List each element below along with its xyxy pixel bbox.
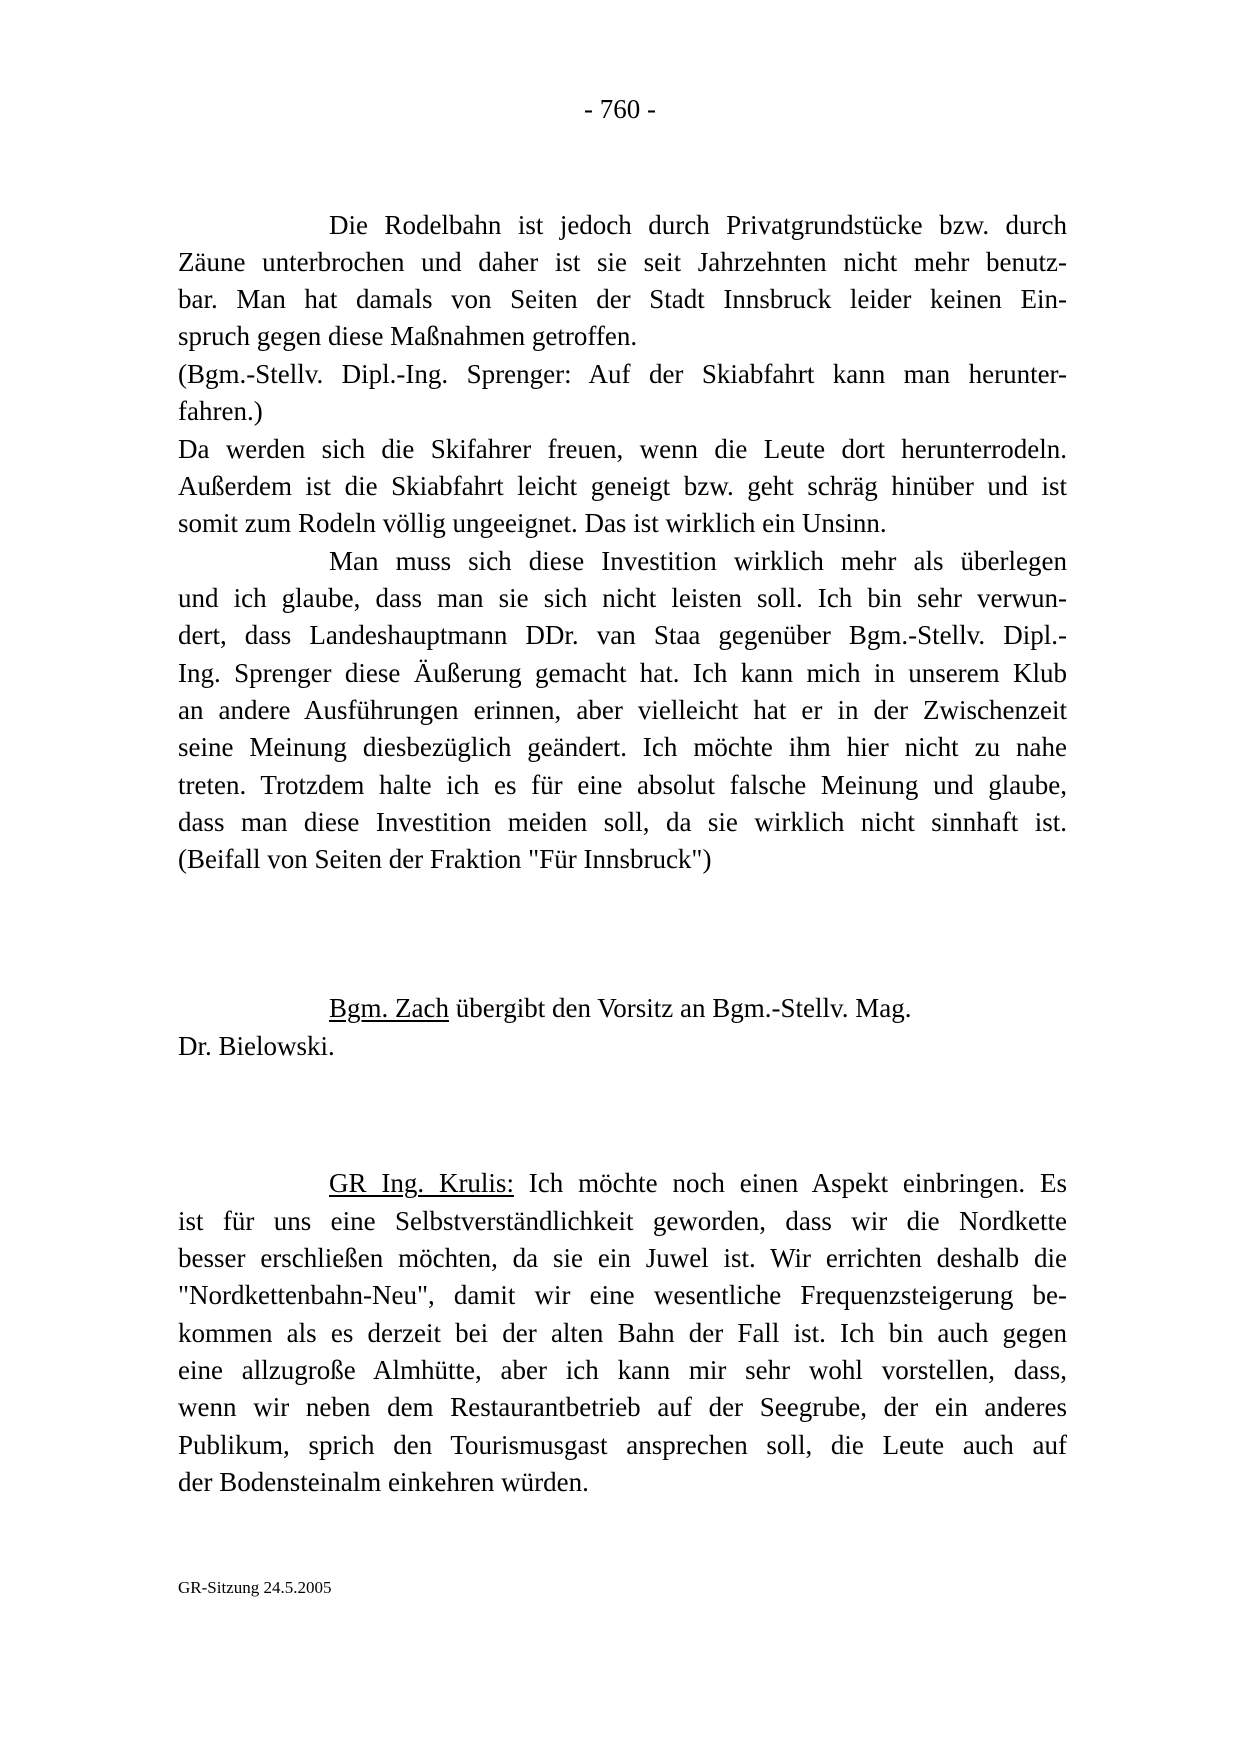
text-line: Man muss sich diese Investition wirklich mehr als überlegen (329, 546, 1067, 576)
text-line: Außerdem ist die Skiabfahrt leicht geneigt bzw. geht schräg hinüber und ist (178, 471, 1067, 501)
text-line: seine Meinung diesbezüglich geändert. Ich möchte ihm hier nicht zu nahe (178, 732, 1067, 762)
speaker-name: GR Ing. Krulis: (329, 1168, 514, 1198)
text-line: spruch gegen diese Maßnahmen getroffen. (178, 321, 638, 351)
text-line: dass man diese Investition meiden soll, da sie wirklich nicht sinnhaft ist. (178, 807, 1067, 837)
text-line: treten. Trotzdem halte ich es für eine absolut falsche Meinung und glaube, (178, 770, 1067, 800)
speaker-text: Ich möchte noch einen Aspekt einbringen. Es (513, 1168, 1067, 1198)
speaker-line (329, 1164, 1067, 1202)
applause-note: (Beifall von Seiten der Fraktion "Für Innsbruck") (178, 844, 712, 874)
interjection-line: fahren.) (178, 396, 263, 426)
text-line: Da werden sich die Skifahrer freuen, wenn die Leute dort herunterrodeln. (178, 434, 1067, 464)
interjection-line: (Bgm.-Stellv. Dipl.-Ing. Sprenger: Auf der Skiabfahrt kann man herunter- (178, 359, 1067, 389)
text-line: Zäune unterbrochen und daher ist sie seit Jahrzehnten nicht mehr benutz- (178, 247, 1067, 277)
page-number: - 760 - (584, 94, 656, 124)
text-line: wenn wir neben dem Restaurantbetrieb auf der Seegrube, der ein anderes (178, 1392, 1067, 1422)
chair-change-text: übergibt den Vorsitz an Bgm.-Stellv. Mag. (448, 993, 912, 1023)
chair-change-line (329, 989, 1067, 1027)
chair-change-line: Dr. Bielowski. (178, 1031, 335, 1061)
text-line: ist für uns eine Selbstverständlichkeit geworden, dass wir die Nordkette (178, 1206, 1067, 1236)
text-line: an andere Ausführungen erinnen, aber vielleicht hat er in der Zwischenzeit (178, 695, 1067, 725)
text-line: Publikum, sprich den Tourismusgast ansprechen soll, die Leute auch auf (178, 1430, 1067, 1460)
text-line: dert, dass Landeshauptmann DDr. van Staa gegenüber Bgm.-Stellv. Dipl.- (178, 620, 1067, 650)
footer-session-date: GR-Sitzung 24.5.2005 (178, 1578, 332, 1597)
text-line: Ing. Sprenger diese Äußerung gemacht hat. Ich kann mich in unserem Klub (178, 658, 1067, 688)
text-line: eine allzugroße Almhütte, aber ich kann mir sehr wohl vorstellen, dass, (178, 1355, 1067, 1385)
speaker-name: Bgm. Zach (329, 993, 449, 1023)
text-line: kommen als es derzeit bei der alten Bahn der Fall ist. Ich bin auch gegen (178, 1318, 1067, 1348)
text-line: der Bodensteinalm einkehren würden. (178, 1467, 589, 1497)
text-line: somit zum Rodeln völlig ungeeignet. Das ist wirklich ein Unsinn. (178, 508, 887, 538)
text-line: "Nordkettenbahn-Neu", damit wir eine wesentliche Frequenzsteigerung be- (178, 1280, 1067, 1310)
text-line: bar. Man hat damals von Seiten der Stadt Innsbruck leider keinen Ein- (178, 284, 1067, 314)
text-line: und ich glaube, dass man sie sich nicht leisten soll. Ich bin sehr verwun- (178, 583, 1067, 613)
text-line: besser erschließen möchten, da sie ein Juwel ist. Wir errichten deshalb die (178, 1243, 1067, 1273)
text-line: Die Rodelbahn ist jedoch durch Privatgrundstücke bzw. durch (329, 210, 1067, 240)
